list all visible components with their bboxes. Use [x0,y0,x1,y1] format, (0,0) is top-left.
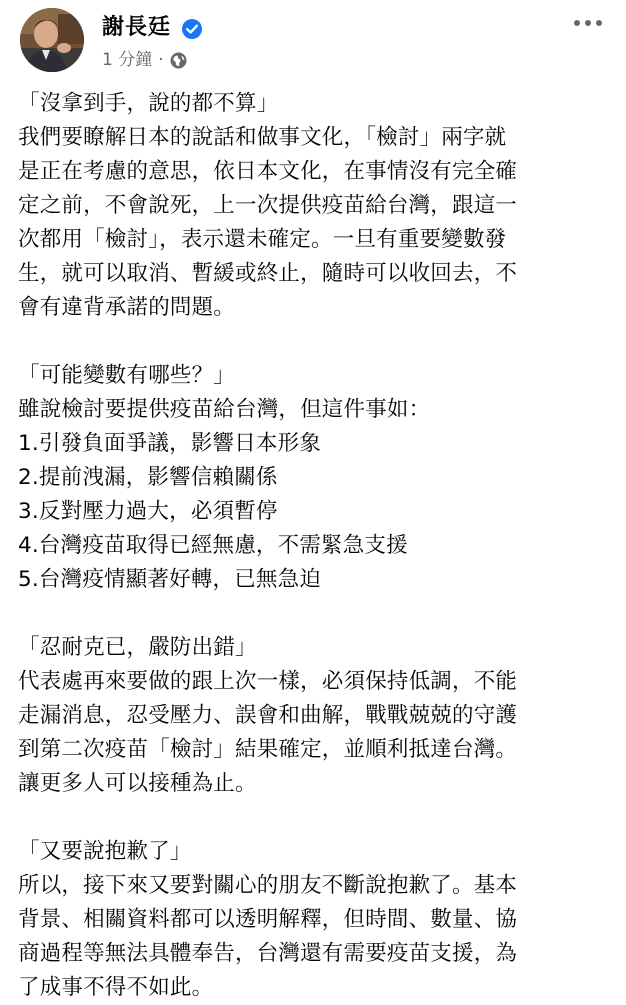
more-options-icon [585,20,591,26]
post-timestamp[interactable]: 1 分鐘 [102,50,153,70]
post-line: 「可能變數有哪些？」 [18,363,236,388]
avatar-photo-icon [20,8,84,72]
post-line: 2.提前洩漏，影響信賴關係 [18,465,278,490]
author-avatar[interactable] [20,8,84,72]
post-line: 5.台灣疫情顯著好轉，已無急迫 [18,567,322,592]
post-line: 4.台灣疫苗取得已經無慮，不需緊急支援 [18,533,408,558]
post-line: 「忍耐克已，嚴防出錯」 [18,635,257,660]
post-line: 所以，接下來又要對關心的朋友不斷說抱歉了。基本 [18,873,518,898]
post-line: 3.反對壓力過大，必須暫停 [18,499,278,524]
more-options-icon [596,20,602,26]
post-text [18,87,618,1005]
more-options-icon [574,20,580,26]
post-line: 走漏消息，忍受壓力、誤會和曲解，戰戰兢兢的守護 [18,703,518,728]
post-line: 生，就可以取消、暫緩或終止，隨時可以收回去，不 [18,261,518,286]
post-line: 到第二次疫苗「檢討」結果確定，並順利抵達台灣。 [18,737,518,762]
post-line: 定之前，不會說死，上一次提供疫苗給台灣，跟這一 [18,193,518,218]
post-line: 「沒拿到手，說的都不算」 [18,91,279,116]
paragraph-gap [18,597,618,631]
post-line: 「又要說抱歉了」 [18,839,192,864]
post-line: 是正在考慮的意思，依日本文化，在事情沒有完全確 [18,159,518,184]
post-line: 背景、相關資料都可以透明解釋，但時間、數量、協 [18,907,518,932]
post-line: 了成事不得不如此。 [18,975,214,1000]
post-header [0,0,626,82]
more-options-button[interactable] [574,16,602,30]
post-meta [102,48,187,72]
post-line: 代表處再來要做的跟上次一樣，必須保持低調，不能 [18,669,518,694]
paragraph-gap [18,325,618,359]
meta-separator: · [158,50,164,70]
globe-icon[interactable] [170,52,187,69]
post-line: 讓更多人可以接種為止。 [18,771,257,796]
author-name[interactable]: 謝長廷 [102,15,172,40]
verified-badge-icon [181,18,203,40]
post-line: 商過程等無法具體奉告，台灣還有需要疫苗支援，為 [18,941,518,966]
post-line: 次都用「檢討」，表示還未確定。一旦有重要變數發 [18,227,507,252]
post-line: 1.引發負面爭議，影響日本形象 [18,431,322,456]
paragraph-gap [18,801,618,835]
post-line: 會有違背承諾的問題。 [18,295,236,320]
post-line: 我們要瞭解日本的說話和做事文化，「檢討」兩字就 [18,125,507,150]
post-line: 雖說檢討要提供疫苗給台灣，但這件事如： [18,397,431,422]
